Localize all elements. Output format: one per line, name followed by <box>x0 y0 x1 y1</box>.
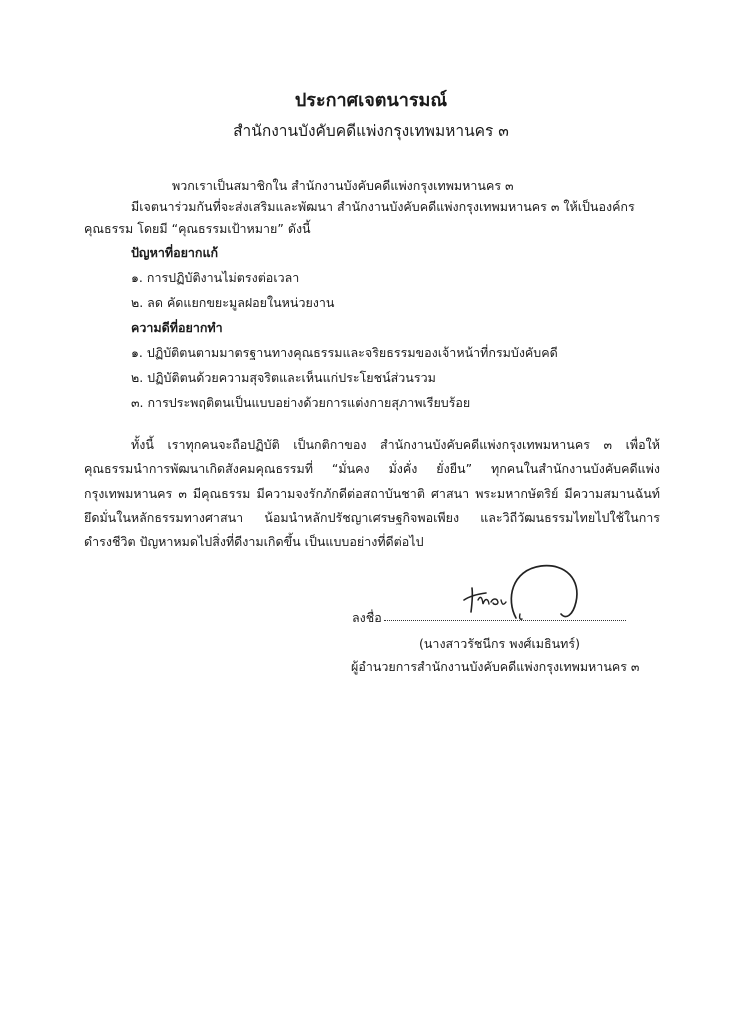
document-title: ประกาศเจตนารมณ์ <box>294 90 448 111</box>
virtue-item-2: ๒. ปฏิบัติตนด้วยความสุจริตและเห็นแก่ประโยชน์ส่วนรวม <box>131 370 436 385</box>
intro-line-3: คุณธรรม โดยมี “คุณธรรมเป้าหมาย” ดังนี้ <box>84 221 311 236</box>
handwritten-signature <box>456 560 616 620</box>
closing-line-5: ดำรงชีวิต ปัญหาหมดไปสิ่งที่ดีงามเกิดขึ้น เป็นแบบอย่างที่ดีต่อไป <box>84 534 424 549</box>
problem-item-1: ๑. การปฏิบัติงานไม่ตรงต่อเวลา <box>131 270 300 285</box>
intro-line-2: มีเจตนาร่วมกันที่จะส่งเสริมและพัฒนา สำนักงานบังคับคดีแพ่งกรุงเทพมหานคร ๓ ให้เป็นองค์กร <box>131 199 635 214</box>
closing-line-4: ยึดมั่นในหลักธรรมทางศาสนา น้อมนำหลักปรัชญาเศรษฐกิจพอเพียง และวิถีวัฒนธรรมไทยไปใช้ในการ <box>84 510 660 525</box>
virtue-item-1: ๑. ปฏิบัติตนตามมาตรฐานทางคุณธรรมและจริยธรรมของเจ้าหน้าที่กรมบังคับคดี <box>131 345 558 360</box>
signer-position: ผู้อำนวยการสำนักงานบังคับคดีแพ่งกรุงเทพมหานคร ๓ <box>351 659 640 674</box>
closing-line-1: ทั้งนี้ เราทุกคนจะถือปฏิบัติ เป็นกติกาของ สำนักงานบังคับคดีแพ่งกรุงเทพมหานคร ๓ เพื่อให้ <box>131 437 660 452</box>
document-subtitle: สำนักงานบังคับคดีแพ่งกรุงเทพมหานคร ๓ <box>233 122 509 140</box>
virtues-heading: ความดีที่อยากทำ <box>131 320 223 335</box>
intro-line-1: พวกเราเป็นสมาชิกใน สำนักงานบังคับคดีแพ่งกรุงเทพมหานคร ๓ <box>172 178 514 193</box>
closing-line-2: คุณธรรมนำการพัฒนาเกิดสังคมคุณธรรมที่ “มั่นคง มั่งคั่ง ยั่งยืน” ทุกคนในสำนักงานบังคับคดีแพ่ง <box>84 461 660 476</box>
problems-heading: ปัญหาที่อยากแก้ <box>131 245 219 260</box>
closing-line-3: กรุงเทพมหานคร ๓ มีคุณธรรม มีความจงรักภักดีต่อสถาบันชาติ ศาสนา พระมหากษัตริย์ มีความสมานฉันท์ <box>84 486 660 501</box>
signature-dotted-line <box>384 620 626 621</box>
problem-item-2: ๒. ลด คัดแยกขยะมูลฝอยในหน่วยงาน <box>131 295 335 310</box>
sign-label: ลงชื่อ <box>352 610 382 625</box>
signer-name: (นางสาวรัชนีกร พงศ์เมธินทร์) <box>419 636 581 651</box>
virtue-item-3: ๓. การประพฤติตนเป็นแบบอย่างด้วยการแต่งกายสุภาพเรียบร้อย <box>131 395 471 410</box>
